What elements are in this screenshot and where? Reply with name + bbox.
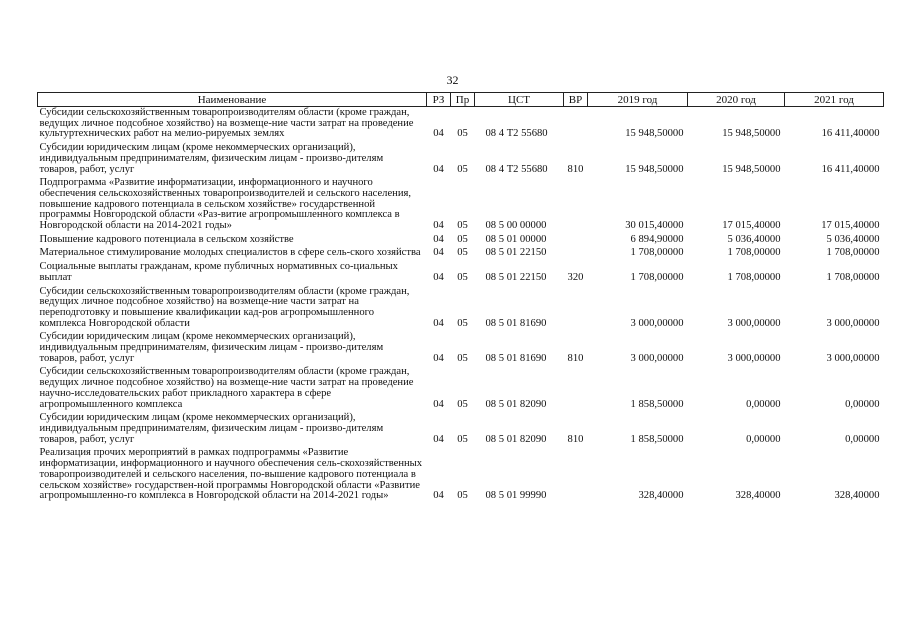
row-2021: 328,40000 (834, 490, 880, 502)
row-cst: 08 5 00 00000 (485, 220, 547, 232)
row-rz: 04 (433, 398, 444, 410)
row-vr (564, 107, 588, 143)
row-vr (564, 177, 588, 234)
row-name: Субсидии сельскохозяйственным товаропроизводителям области (кроме граждан, ведущих личное подсобное хозяйство) на возмеще-ние части затрат на проведение научно-исследовательских работ прикладного характера в сфере агропромышленного комплекса (39, 366, 414, 410)
row-rz: 04 (433, 317, 444, 329)
row-rz: 04 (433, 247, 444, 259)
row-2021: 1 708,00000 (826, 247, 880, 259)
row-2021: 5 036,40000 (826, 233, 880, 245)
budget-table (37, 92, 884, 504)
row-name: Подпрограмма «Развитие информатизации, информационного и научного обеспечения сельскохозяйственных товаропроизводителей и сельского населения, повышение кадрового потенциала в сельском хозяйстве» государственной программы Новгородской области «Раз-витие агропромышленного комплекса в Новгородской области на 2014-2021 годы» (39, 177, 412, 232)
header-2019: 2019 год (588, 93, 688, 107)
row-2019: 1 708,00000 (630, 247, 684, 259)
row-cst: 08 5 01 81690 (485, 317, 547, 329)
row-2021: 3 000,00000 (826, 352, 880, 364)
header-vr: ВР (564, 93, 588, 107)
row-2020: 5 036,40000 (727, 233, 781, 245)
row-2020: 328,40000 (735, 490, 781, 502)
row-2020: 0,00000 (746, 433, 781, 445)
table-row (38, 366, 884, 412)
row-rz: 04 (433, 163, 444, 175)
row-rz: 04 (433, 271, 444, 283)
row-rz: 04 (433, 352, 444, 364)
header-2020: 2020 год (688, 93, 785, 107)
row-2021: 0,00000 (845, 433, 880, 445)
row-name: Реализация прочих мероприятий в рамках подпрограммы «Развитие информатизации, информационного и научного обеспечения сель-скохозяйственных товаропроизводителей и сельского населения, по-вышение кадрового потенциала в сельском хозяйстве» государствен-ной программы Новгородской области «Развитие агропромышленно-го комплекса в Новгородской области на 2014-2021 годы» (39, 447, 423, 502)
row-vr: 810 (567, 352, 584, 364)
row-2020: 15 948,50000 (722, 128, 781, 140)
row-2020: 1 708,00000 (727, 247, 781, 259)
row-2019: 3 000,00000 (630, 317, 684, 329)
row-pr: 05 (457, 128, 468, 140)
row-2020: 3 000,00000 (727, 352, 781, 364)
row-vr (564, 366, 588, 412)
row-2019: 6 894,90000 (630, 233, 684, 245)
table-row (38, 247, 884, 261)
row-rz: 04 (433, 233, 444, 245)
row-pr: 05 (457, 233, 468, 245)
row-cst: 08 5 01 81690 (485, 352, 547, 364)
row-vr (564, 234, 588, 248)
row-2019: 328,40000 (638, 490, 684, 502)
row-2021: 16 411,40000 (821, 163, 880, 175)
row-2021: 3 000,00000 (826, 317, 880, 329)
row-2019: 15 948,50000 (625, 163, 684, 175)
row-name: Субсидии сельскохозяйственным товаропроизводителям области (кроме граждан, ведущих личное подсобное хозяйство) на возмеще-ние части затрат на переподготовку и повышение квалификации кад-ров агропромышленного комплекса Новгородской области (39, 285, 410, 329)
row-pr: 05 (457, 352, 468, 364)
table-row (38, 177, 884, 234)
row-cst: 08 5 01 99990 (485, 490, 547, 502)
row-2021: 17 015,40000 (821, 220, 880, 232)
table-header-row (38, 93, 884, 107)
table-row (38, 286, 884, 332)
row-vr: 810 (567, 433, 584, 445)
row-name: Социальные выплаты гражданам, кроме публичных нормативных со-циальных выплат (39, 261, 398, 283)
row-pr: 05 (457, 220, 468, 232)
row-cst: 08 5 01 82090 (485, 398, 547, 410)
row-2021: 16 411,40000 (821, 128, 880, 140)
row-vr: 810 (567, 163, 584, 175)
row-name: Субсидии юридическим лицам (кроме некоммерческих организаций), индивидуальным предпринимателям, физическим лицам - произво-дителям товаров, работ, услуг (39, 331, 384, 364)
row-2021: 0,00000 (845, 398, 880, 410)
row-cst: 08 5 01 00000 (485, 233, 547, 245)
row-name: Субсидии юридическим лицам (кроме некоммерческих организаций), индивидуальным предпринимателям, физическим лицам - произво-дителям товаров, работ, услуг (39, 142, 384, 175)
row-vr (564, 286, 588, 332)
table-row (38, 142, 884, 177)
row-cst: 08 5 01 22150 (485, 247, 547, 259)
row-pr: 05 (457, 490, 468, 502)
row-cst: 08 5 01 22150 (485, 271, 547, 283)
row-2019: 30 015,40000 (625, 220, 684, 232)
row-rz: 04 (433, 220, 444, 232)
row-2020: 1 708,00000 (727, 271, 781, 283)
row-name: Субсидии юридическим лицам (кроме некоммерческих организаций), индивидуальным предпринимателям, физическим лицам - произво-дителям товаров, работ, услуг (39, 412, 384, 445)
header-cst: ЦСТ (475, 93, 564, 107)
row-name: Субсидии сельскохозяйственным товаропроизводителям области (кроме граждан, ведущих личное подсобное хозяйство) на возмеще-ние части затрат на проведение культуртехнических работ на мелио-рируемых землях (39, 107, 414, 140)
row-2019: 15 948,50000 (625, 128, 684, 140)
table-row (38, 107, 884, 143)
row-pr: 05 (457, 433, 468, 445)
row-pr: 05 (457, 163, 468, 175)
row-vr (564, 447, 588, 504)
row-2021: 1 708,00000 (826, 271, 880, 283)
row-2020: 15 948,50000 (722, 163, 781, 175)
row-2019: 1 708,00000 (630, 271, 684, 283)
row-2020: 17 015,40000 (722, 220, 781, 232)
row-pr: 05 (457, 317, 468, 329)
table-row (38, 261, 884, 285)
row-2019: 1 858,50000 (630, 398, 684, 410)
row-cst: 08 4 Т2 55680 (485, 163, 548, 175)
row-pr: 05 (457, 271, 468, 283)
table-row (38, 234, 884, 248)
row-pr: 05 (457, 398, 468, 410)
row-2020: 0,00000 (746, 398, 781, 410)
header-rz: РЗ (427, 93, 451, 107)
row-vr: 320 (567, 271, 584, 283)
row-2019: 3 000,00000 (630, 352, 684, 364)
header-name: Наименование (38, 93, 427, 107)
row-rz: 04 (433, 433, 444, 445)
row-rz: 04 (433, 490, 444, 502)
page-number: 32 (446, 73, 459, 87)
header-2021: 2021 год (785, 93, 884, 107)
row-name: Материальное стимулирование молодых специалистов в сфере сель-ского хозяйства (39, 247, 421, 259)
table-row (38, 412, 884, 447)
row-cst: 08 5 01 82090 (485, 433, 547, 445)
table-row (38, 331, 884, 366)
row-cst: 08 4 Т2 55680 (485, 128, 548, 140)
header-pr: Пр (451, 93, 475, 107)
row-2020: 3 000,00000 (727, 317, 781, 329)
table-row (38, 447, 884, 504)
row-2019: 1 858,50000 (630, 433, 684, 445)
row-name: Повышение кадрового потенциала в сельском хозяйстве (39, 233, 294, 245)
row-pr: 05 (457, 247, 468, 259)
row-rz: 04 (433, 128, 444, 140)
row-vr (564, 247, 588, 261)
